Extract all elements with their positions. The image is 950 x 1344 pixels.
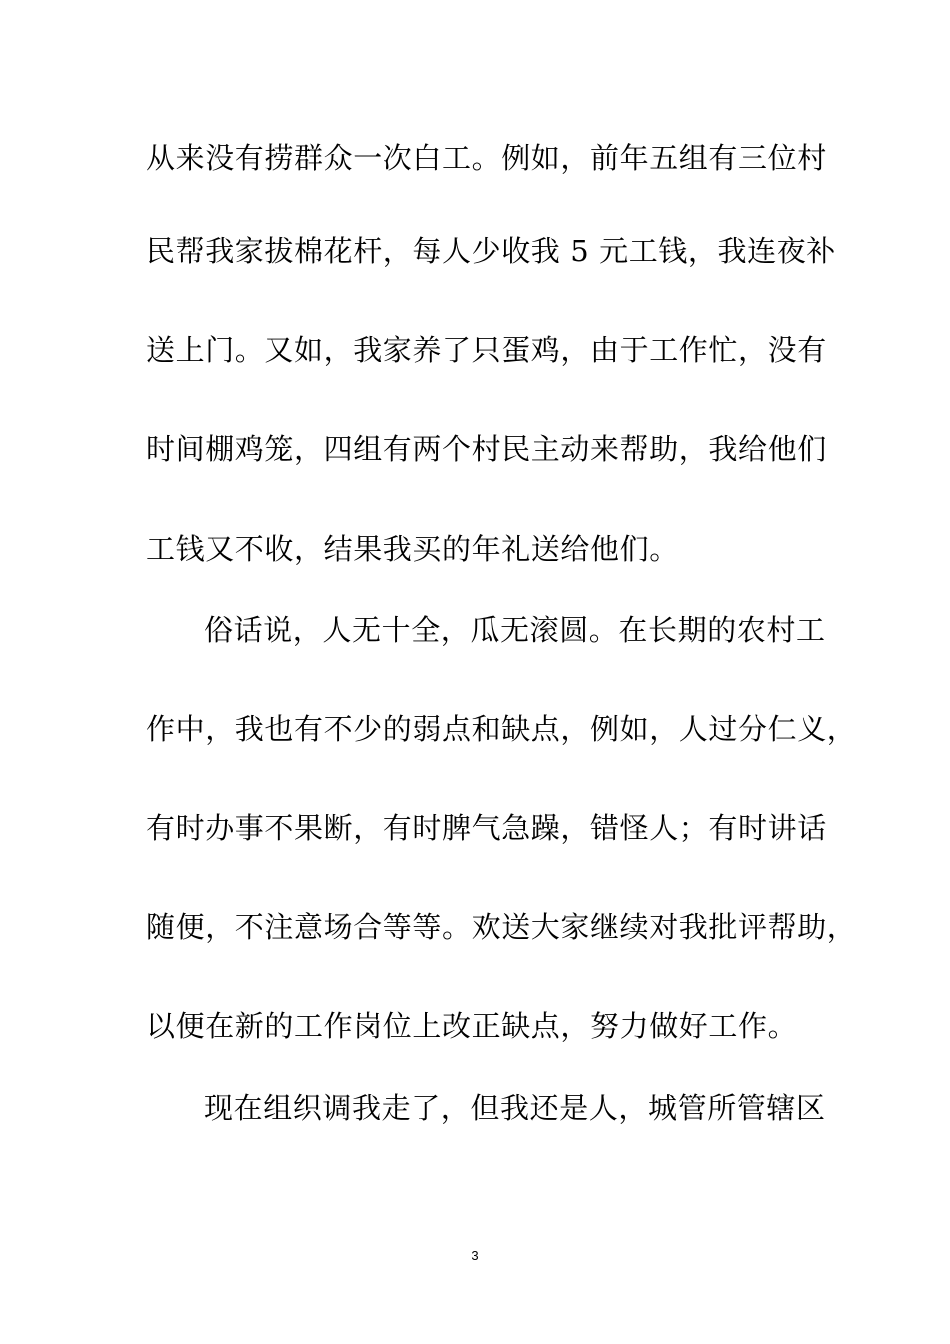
text-line-3: 送上门。又如，我家养了只蛋鸡，由于工作忙，没有: [146, 333, 827, 367]
text-line-10: 以便在新的工作岗位上改正缺点，努力做好工作。: [146, 1009, 798, 1043]
text-line-1: 从来没有捞群众一次白工。例如，前年五组有三位村: [146, 141, 827, 175]
page-number: 3: [471, 1248, 479, 1263]
text-line-4: 时间棚鸡笼，四组有两个村民主动来帮助，我给他们: [146, 432, 827, 466]
text-line-2: 民帮我家拔棉花杆，每人少收我 5 元工钱，我连夜补: [146, 234, 836, 268]
text-line-9: 随便，不注意场合等等。欢送大家继续对我批评帮助，: [146, 910, 857, 944]
text-line-7: 作中，我也有不少的弱点和缺点，例如，人过分仁义，: [146, 712, 857, 746]
text-line-8: 有时办事不果断，有时脾气急躁，错怪人；有时讲话: [146, 811, 827, 845]
text-line-11: 现在组织调我走了，但我还是人，城管所管辖区: [204, 1091, 826, 1125]
text-line-6: 俗话说，人无十全，瓜无滚圆。在长期的农村工: [204, 613, 826, 647]
text-line-5: 工钱又不收，结果我买的年礼送给他们。: [146, 532, 679, 566]
